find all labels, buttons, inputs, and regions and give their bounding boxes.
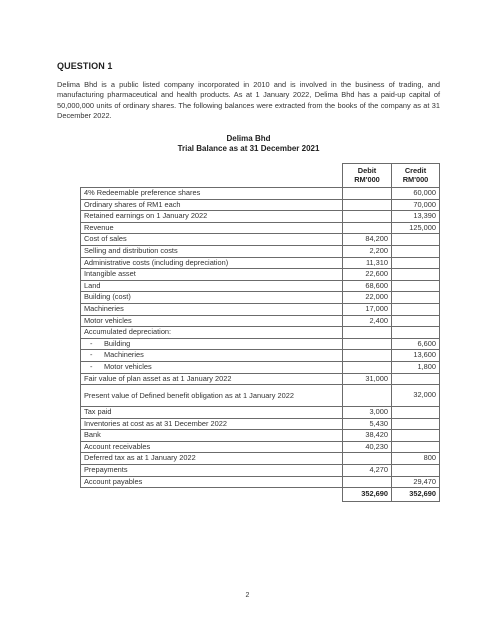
row-description-text: Motor vehicles [104, 361, 152, 371]
row-description-text: Fair value of plan asset as at 1 January 2022 [84, 373, 232, 383]
table-header-row [81, 164, 440, 188]
row-description [81, 211, 343, 223]
row-credit [392, 315, 440, 327]
table-row [81, 199, 440, 211]
row-description-text: Machineries [104, 350, 144, 360]
row-credit [392, 418, 440, 430]
row-credit [392, 465, 440, 477]
row-description [81, 245, 343, 257]
table-row [81, 465, 440, 477]
table-row [81, 385, 440, 407]
table-row [81, 315, 440, 327]
row-description-text: 4% Redeemable preference shares [84, 188, 201, 197]
row-credit: 70,000 [392, 199, 440, 211]
row-debit [343, 327, 392, 339]
row-debit [343, 385, 392, 407]
row-description [81, 350, 343, 362]
debit-header [343, 164, 392, 188]
table-row [81, 441, 440, 453]
row-debit [343, 188, 392, 200]
row-debit: 3,000 [343, 407, 392, 419]
row-debit [343, 476, 392, 488]
row-description [81, 188, 343, 200]
row-description [81, 373, 343, 385]
page-number: 2 [245, 592, 250, 599]
row-description [81, 430, 343, 442]
row-description-text: Motor vehicles [84, 315, 132, 325]
row-description-text: Account payables [84, 476, 143, 486]
table-row [81, 327, 440, 339]
row-description [81, 269, 343, 281]
trial-balance-table [80, 163, 440, 502]
row-debit: 22,000 [343, 292, 392, 304]
row-description-text: Accumulated depreciation: [84, 327, 172, 337]
table-row [81, 430, 440, 442]
row-description-text: Intangible asset [84, 269, 136, 279]
table-row [81, 234, 440, 246]
row-description [81, 441, 343, 453]
row-credit [392, 373, 440, 385]
row-credit [392, 303, 440, 315]
trial-balance-company: Delima Bhd [226, 134, 271, 143]
row-debit: 68,600 [343, 280, 392, 292]
row-bullet: - [90, 350, 93, 360]
table-row [81, 211, 440, 223]
row-description-text: Building (cost) [84, 292, 131, 302]
row-credit [392, 292, 440, 304]
row-credit [392, 280, 440, 292]
row-debit: 22,600 [343, 269, 392, 281]
row-debit: 2,200 [343, 245, 392, 257]
table-row [81, 280, 440, 292]
table-row [81, 245, 440, 257]
row-description [81, 327, 343, 339]
table-row [81, 476, 440, 488]
row-credit [392, 441, 440, 453]
row-description [81, 453, 343, 465]
table-row [81, 418, 440, 430]
row-debit: 5,430 [343, 418, 392, 430]
row-credit: 13,600 [392, 350, 440, 362]
table-row [81, 303, 440, 315]
row-debit [343, 211, 392, 223]
row-credit: 13,390 [392, 211, 440, 223]
row-credit [392, 257, 440, 269]
row-description [81, 303, 343, 315]
row-description-text: Cost of sales [84, 234, 127, 244]
row-description-text: Selling and distribution costs [84, 245, 178, 255]
totals-blank-cell [81, 488, 343, 502]
row-credit: 1,800 [392, 361, 440, 373]
row-description-text: Account receivables [84, 441, 151, 451]
trial-balance-body [81, 164, 440, 502]
row-description-text: Land [84, 280, 101, 290]
debit-header-unit: RM'000 [354, 174, 380, 184]
table-row [81, 361, 440, 373]
row-credit: 29,470 [392, 476, 440, 488]
table-row [81, 292, 440, 304]
row-credit: 800 [392, 453, 440, 465]
row-description [81, 465, 343, 477]
trial-balance-subtitle: Trial Balance as at 31 December 2021 [177, 144, 320, 153]
row-description-text: Revenue [84, 222, 114, 232]
row-bullet: - [90, 361, 93, 371]
row-bullet: - [90, 338, 93, 348]
table-row [81, 222, 440, 234]
row-credit [392, 234, 440, 246]
row-debit: 11,310 [343, 257, 392, 269]
row-description [81, 338, 343, 350]
row-description-text: Ordinary shares of RM1 each [84, 199, 181, 209]
row-debit: 4,270 [343, 465, 392, 477]
row-debit: 17,000 [343, 303, 392, 315]
table-row [81, 269, 440, 281]
row-debit [343, 350, 392, 362]
row-description-text: Present value of Defined benefit obligation as at 1 January 2022 [84, 391, 294, 401]
row-description [81, 199, 343, 211]
row-credit: 125,000 [392, 222, 440, 234]
row-description [81, 418, 343, 430]
row-description [81, 315, 343, 327]
row-description-text: Deferred tax as at 1 January 2022 [84, 453, 196, 463]
credit-header-label: Credit [404, 166, 427, 175]
row-credit [392, 327, 440, 339]
credit-header-unit: RM'000 [402, 174, 429, 184]
table-row [81, 350, 440, 362]
row-description-text: Inventories at cost as at 31 December 2022 [84, 418, 227, 428]
row-debit [343, 453, 392, 465]
row-credit: 32,000 [392, 385, 440, 407]
row-description [81, 361, 343, 373]
row-description-text: Bank [84, 430, 101, 440]
table-row [81, 373, 440, 385]
row-description [81, 407, 343, 419]
intro-paragraph: Delima Bhd is a public listed company incorporated in 2010 and is involved in the business of trading, and manufacturing pharmaceutical and health products. As at 1 January 2022, Delima Bhd has a paid-up capital of 50,000,000 units of ordinary shares. The following balances were extracted from the books of the company as at 31 December 2022. [57, 80, 440, 120]
row-credit [392, 407, 440, 419]
table-row [81, 257, 440, 269]
row-description-text: Administrative costs (including depreciation) [84, 257, 229, 267]
row-description-text: Prepayments [84, 465, 128, 475]
row-description-text: Machineries [84, 303, 124, 313]
row-credit [392, 245, 440, 257]
table-row [81, 338, 440, 350]
row-debit: 38,420 [343, 430, 392, 442]
debit-header-label: Debit [357, 166, 377, 175]
row-credit [392, 430, 440, 442]
row-description [81, 222, 343, 234]
row-description [81, 257, 343, 269]
row-debit [343, 199, 392, 211]
row-debit [343, 361, 392, 373]
credit-header [392, 164, 440, 188]
row-credit: 6,600 [392, 338, 440, 350]
row-description [81, 234, 343, 246]
row-description-text: Building [104, 338, 131, 348]
row-debit: 84,200 [343, 234, 392, 246]
row-debit [343, 222, 392, 234]
total-debit: 352,690 [343, 488, 392, 502]
row-description [81, 385, 343, 407]
question-title: QUESTION 1 [57, 61, 113, 71]
table-row [81, 188, 440, 200]
row-description [81, 280, 343, 292]
row-description [81, 292, 343, 304]
table-row [81, 453, 440, 465]
row-description [81, 476, 343, 488]
table-row [81, 407, 440, 419]
row-debit: 2,400 [343, 315, 392, 327]
row-debit: 31,000 [343, 373, 392, 385]
header-blank-cell [81, 164, 343, 188]
row-description-text: Tax paid [84, 407, 112, 417]
row-credit: 60,000 [392, 188, 440, 200]
totals-row [81, 488, 440, 502]
row-description-text: Retained earnings on 1 January 2022 [84, 211, 208, 221]
row-debit: 40,230 [343, 441, 392, 453]
total-credit: 352,690 [392, 488, 440, 502]
row-credit [392, 269, 440, 281]
row-debit [343, 338, 392, 350]
